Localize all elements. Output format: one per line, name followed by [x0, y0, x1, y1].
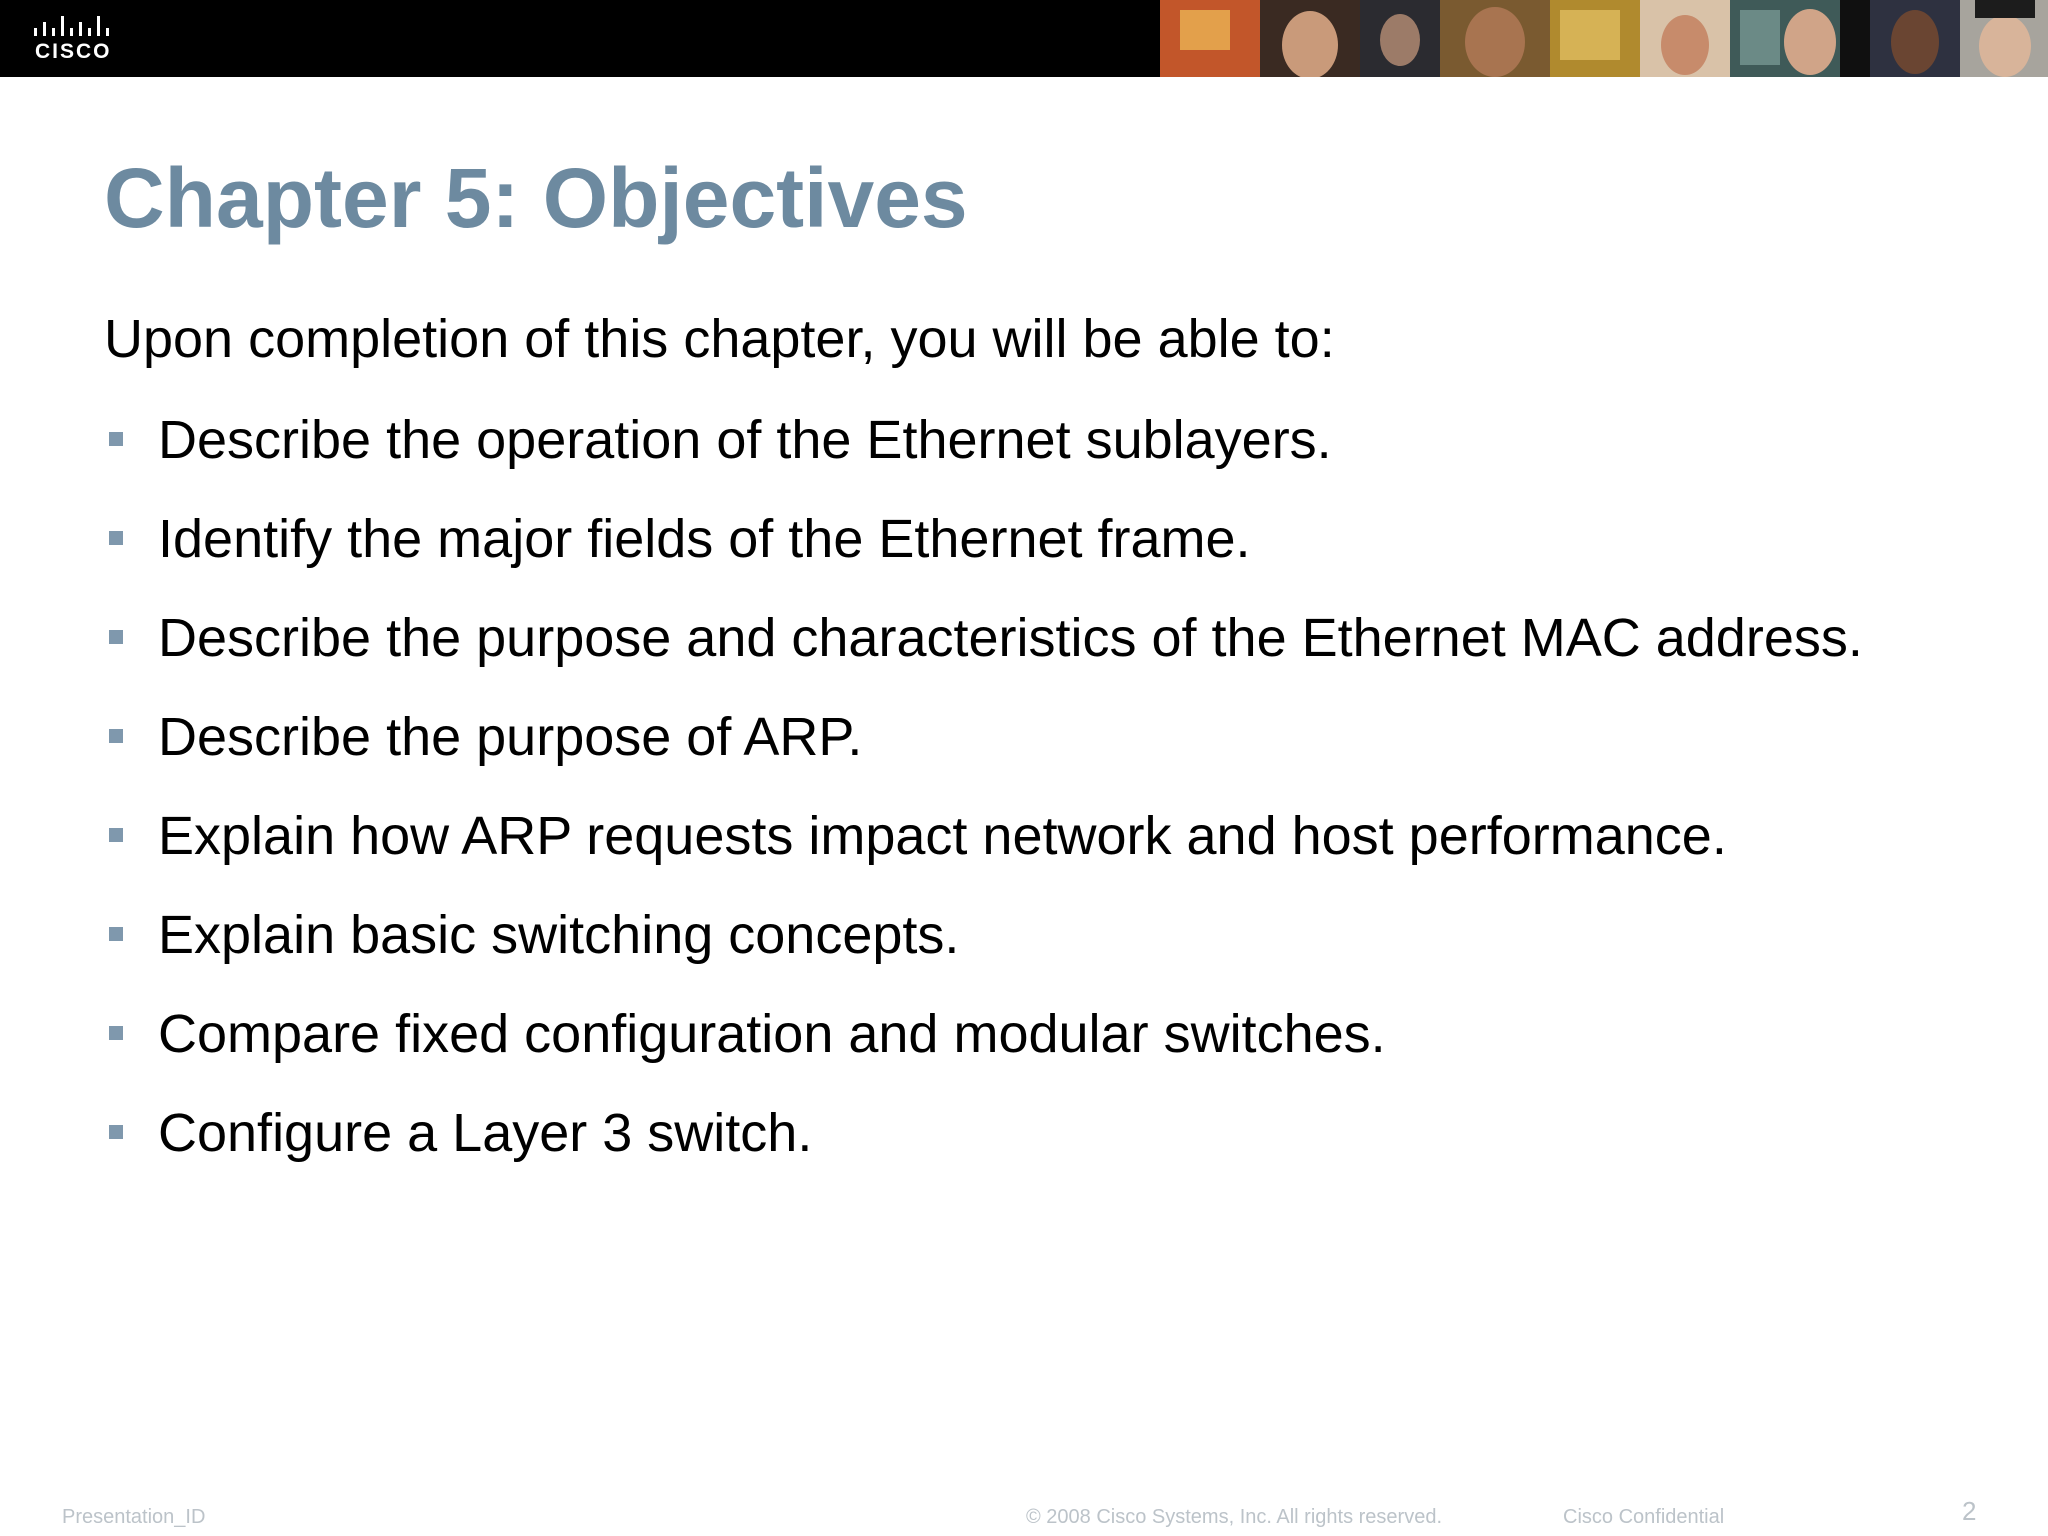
objective-item [104, 600, 1863, 699]
objective-text: Describe the purpose of ARP. [158, 707, 863, 767]
square-bullet-icon [109, 432, 123, 446]
cisco-logo [30, 14, 120, 64]
objectives-list [104, 402, 1863, 1194]
square-bullet-icon [109, 927, 123, 941]
objective-item [104, 1095, 1863, 1194]
header-bar [0, 0, 2048, 77]
objective-text: Identify the major fields of the Ethernet frame. [158, 509, 1251, 569]
page-number: 2 [1962, 1496, 1977, 1526]
objective-text: Configure a Layer 3 switch. [158, 1103, 813, 1163]
objective-item [104, 798, 1863, 897]
cisco-logo-bars-icon [30, 14, 120, 40]
objective-item [104, 897, 1863, 996]
intro-text: Upon completion of this chapter, you will be able to: [104, 309, 1335, 369]
cisco-logo-text: CISCO [35, 40, 112, 63]
square-bullet-icon [109, 1125, 123, 1139]
square-bullet-icon [109, 828, 123, 842]
objective-text: Describe the operation of the Ethernet sublayers. [158, 410, 1332, 470]
footer-copyright: © 2008 Cisco Systems, Inc. All rights reserved. [1026, 1506, 1443, 1528]
photo-collage-image [1160, 0, 2048, 77]
footer-confidential: Cisco Confidential [1563, 1506, 1725, 1528]
square-bullet-icon [109, 1026, 123, 1040]
objective-item [104, 501, 1863, 600]
objective-text: Explain basic switching concepts. [158, 905, 960, 965]
footer-presentation-id: Presentation_ID [62, 1506, 206, 1528]
objective-text: Describe the purpose and characteristics of the Ethernet MAC address. [158, 608, 1863, 668]
objective-text: Explain how ARP requests impact network and host performance. [158, 806, 1727, 866]
square-bullet-icon [109, 531, 123, 545]
objective-item [104, 402, 1863, 501]
slide-title: Chapter 5: Objectives [104, 151, 968, 245]
objective-item [104, 996, 1863, 1095]
objective-text: Compare fixed configuration and modular switches. [158, 1004, 1386, 1064]
square-bullet-icon [109, 630, 123, 644]
objective-item [104, 699, 1863, 798]
square-bullet-icon [109, 729, 123, 743]
